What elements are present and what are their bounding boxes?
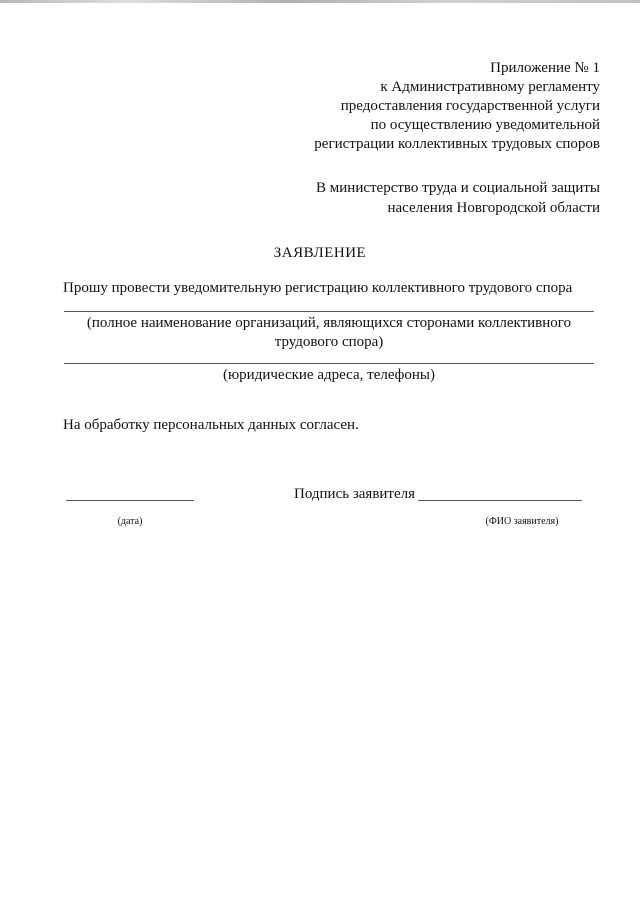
scan-edge-artifact	[0, 0, 640, 3]
signature-label: Подпись заявителя	[294, 486, 416, 502]
document-title: ЗАЯВЛЕНИЕ	[273, 245, 367, 261]
date-caption: (дата)	[117, 516, 143, 527]
signature-fill-line	[418, 500, 582, 501]
date-fill-line	[66, 500, 194, 501]
appendix-line: регистрации коллективных трудовых споров	[314, 136, 600, 152]
appendix-line: предоставления государственной услуги	[340, 98, 600, 114]
addresses-fill-line	[64, 363, 594, 364]
organizations-fill-line	[64, 311, 594, 312]
consent-text: На обработку персональных данных согласен.	[63, 417, 359, 433]
request-text: Прошу провести уведомительную регистрацию коллективного трудового спора	[63, 280, 573, 296]
addressee-block	[260, 178, 600, 218]
organizations-caption-line: трудового спора)	[274, 334, 384, 350]
fio-caption: (ФИО заявителя)	[485, 516, 559, 527]
appendix-line: к Административному регламенту	[380, 79, 600, 95]
appendix-header	[260, 59, 600, 154]
appendix-line: по осуществлению уведомительной	[370, 117, 600, 133]
addressee-line: населения Новгородской области	[387, 200, 600, 216]
addresses-caption: (юридические адреса, телефоны)	[222, 367, 436, 383]
organizations-caption	[64, 314, 594, 352]
appendix-number: Приложение № 1	[490, 60, 600, 76]
addressee-line: В министерство труда и социальной защиты	[316, 180, 600, 196]
organizations-caption-line: (полное наименование организаций, являющихся сторонами коллективного	[86, 315, 572, 331]
